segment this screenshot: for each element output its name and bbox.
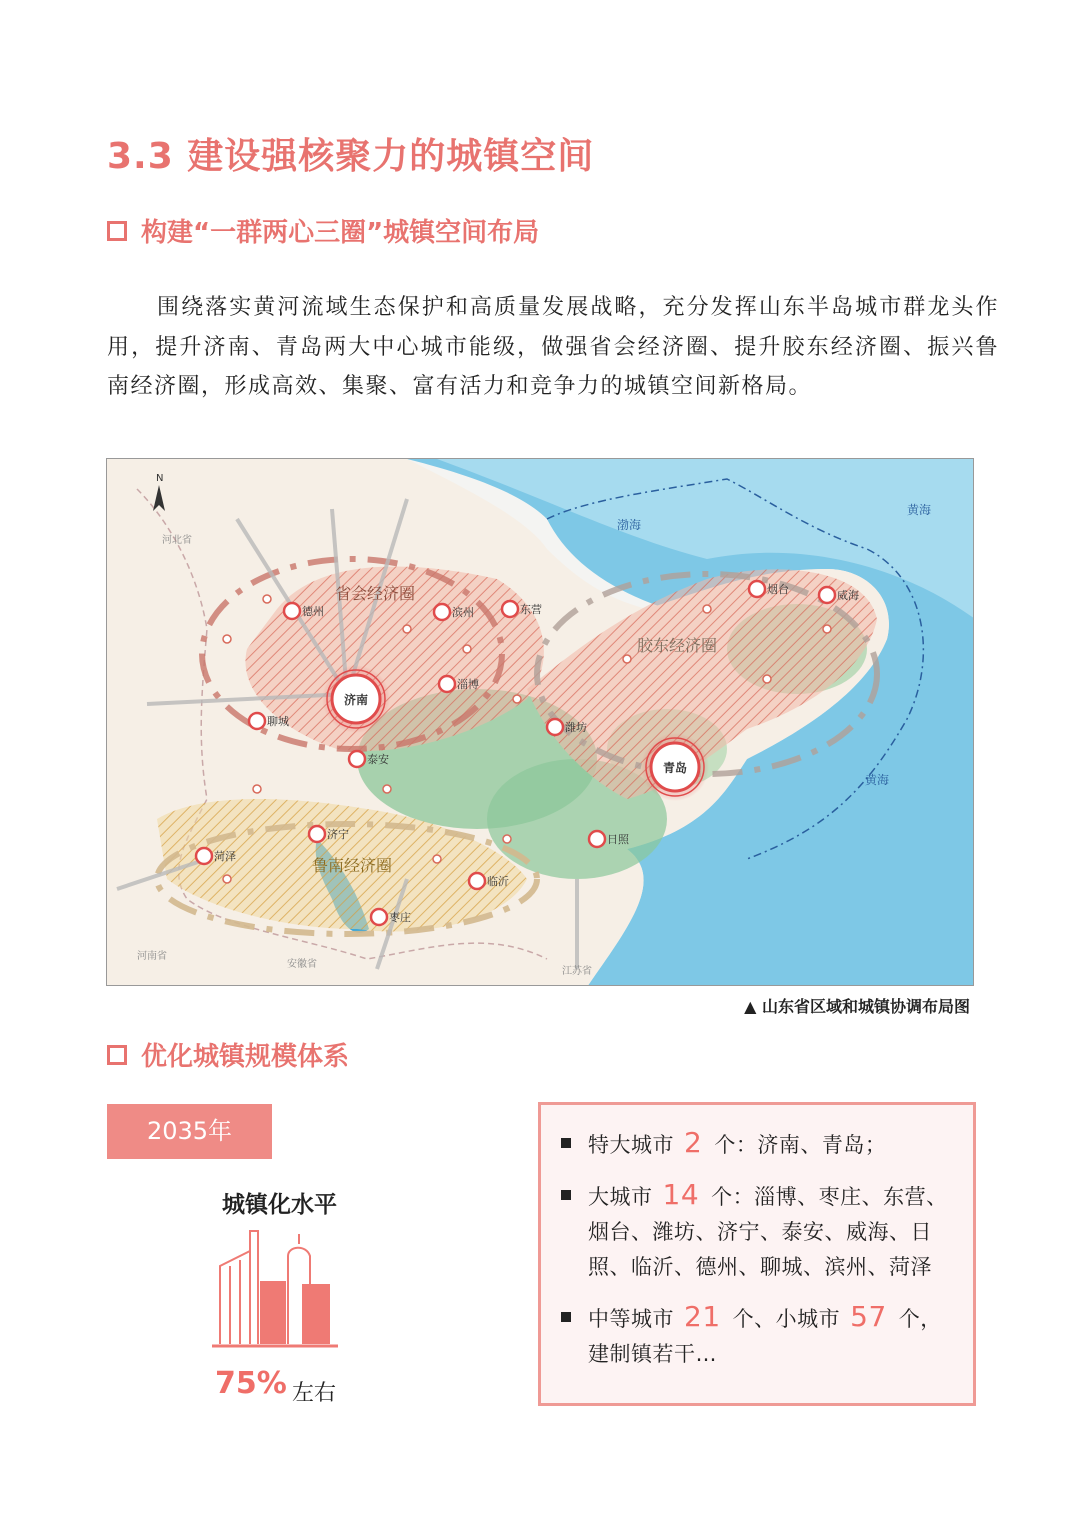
city-dot — [819, 587, 835, 603]
square-bullet-icon — [107, 221, 127, 241]
city-label: 泰安 — [367, 753, 389, 766]
item-prefix: 特大城市 — [588, 1133, 674, 1157]
subsection-heading-layout — [107, 212, 539, 249]
city-scale-box — [538, 1102, 976, 1406]
city-label: 济宁 — [327, 828, 349, 841]
city-dot — [434, 604, 450, 620]
city-label: 威海 — [837, 589, 859, 602]
small-city-count: 57 — [850, 1300, 887, 1333]
circle-label: 省会经济圈 — [335, 584, 416, 603]
city-dot — [502, 601, 518, 617]
city-scale-list — [541, 1105, 973, 1372]
item-suffix: 个：济南、青岛； — [714, 1133, 887, 1157]
subsection-title: 优化城镇规模体系 — [141, 1042, 350, 1072]
large-city-count: 14 — [662, 1178, 700, 1211]
list-item — [561, 1125, 961, 1163]
square-bullet-icon — [107, 1045, 127, 1065]
city-label: 日照 — [607, 833, 629, 846]
province-label: 河北省 — [162, 535, 192, 546]
city-label: 东营 — [520, 603, 542, 616]
item-prefix: 大城市 — [588, 1185, 653, 1209]
item-prefix: 中等城市 — [588, 1307, 674, 1331]
map-svg — [107, 459, 974, 986]
list-item — [561, 1177, 961, 1285]
list-item — [561, 1299, 961, 1372]
intro-paragraph: 围绕落实黄河流域生态保护和高质量发展战略，充分发挥山东半岛城市群龙头作用，提升济南、青岛两大中心城市能级，做强省会经济圈、提升胶东经济圈、振兴鲁南经济圈，形成高效、集聚、富有活力和竞争力的城镇空间新格局。 — [107, 295, 999, 399]
city-dot — [439, 676, 455, 692]
circle-label: 鲁南经济圈 — [312, 856, 393, 875]
year-badge: 2035年 — [107, 1104, 272, 1159]
circle-label: 胶东经济圈 — [637, 636, 718, 655]
medium-city-count: 21 — [684, 1300, 721, 1333]
city-dot — [309, 826, 325, 842]
city-dot — [196, 848, 212, 864]
city-dot — [749, 581, 765, 597]
regional-layout-map — [106, 458, 974, 986]
city-label: 枣庄 — [389, 911, 411, 924]
city-dot — [349, 751, 365, 767]
city-label: 滨州 — [452, 606, 474, 619]
building-fill — [260, 1281, 286, 1344]
subsection-heading-scale — [107, 1036, 349, 1073]
city-buildings-icon — [210, 1226, 340, 1350]
sea-label: 黄海 — [865, 773, 890, 787]
jinan-label: 济南 — [343, 693, 369, 707]
city-dot — [284, 603, 300, 619]
urbanization-suffix: 左右 — [292, 1381, 337, 1406]
item-suffix: 个：淄博、枣庄、东营、烟台、潍坊、济宁、泰安、威海、日照、临沂、德州、聊城、滨州、菏泽 — [588, 1185, 948, 1279]
province-label: 江苏省 — [562, 966, 592, 977]
megacity-count: 2 — [684, 1126, 703, 1159]
city-label: 潍坊 — [565, 721, 587, 734]
qingdao-label: 青岛 — [662, 761, 688, 775]
section-title: 3.3 建设强核聚力的城镇空间 — [107, 136, 595, 177]
urbanization-label: 城镇化水平 — [222, 1192, 337, 1218]
city-dot — [547, 719, 563, 735]
sea-label: 渤海 — [617, 518, 642, 532]
item-suffix: 个，建制镇若干… — [588, 1307, 942, 1366]
city-label: 菏泽 — [214, 850, 236, 863]
city-label: 德州 — [302, 605, 324, 618]
north-label: N — [156, 473, 164, 484]
map-caption: ▲ 山东省区域和城镇协调布局图 — [744, 997, 970, 1016]
province-label: 安徽省 — [287, 959, 317, 970]
city-label: 临沂 — [487, 875, 509, 888]
city-label: 淄博 — [457, 678, 479, 691]
urbanization-percent: 75% — [215, 1366, 287, 1401]
city-dot — [469, 873, 485, 889]
city-dot — [589, 831, 605, 847]
city-dot — [371, 909, 387, 925]
sea-label: 黄海 — [907, 503, 932, 517]
subsection-title: 构建“一群两心三圈”城镇空间布局 — [141, 218, 540, 248]
province-label: 河南省 — [137, 951, 167, 962]
item-mid: 个、小城市 — [732, 1307, 841, 1331]
city-dot — [249, 713, 265, 729]
city-label: 烟台 — [767, 583, 789, 596]
city-label: 聊城 — [267, 715, 289, 728]
